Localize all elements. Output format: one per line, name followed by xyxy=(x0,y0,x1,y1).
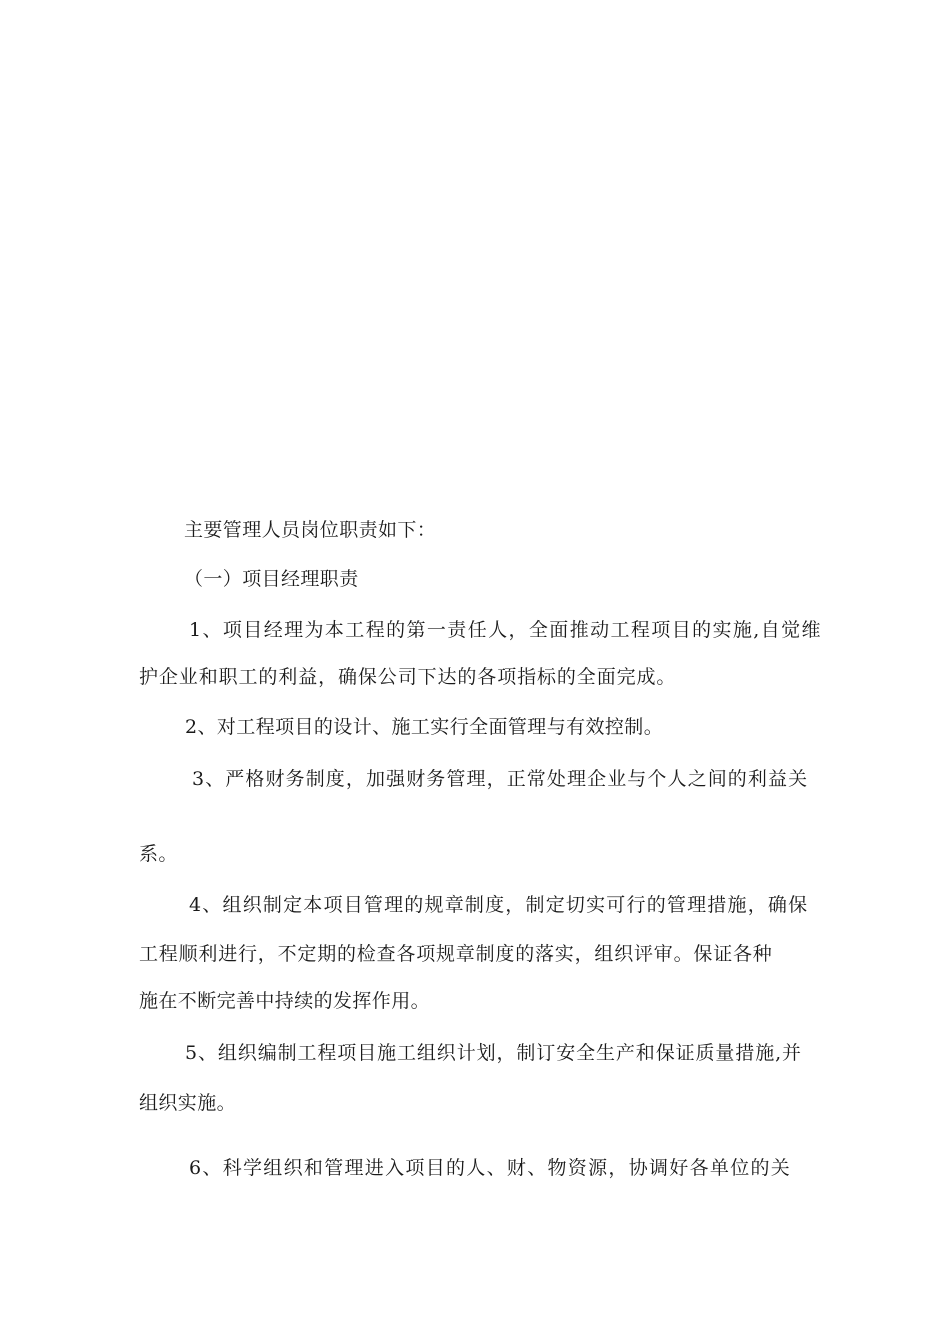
paragraph-line: 2、对工程项目的设计、施工实行全面管理与有效控制。 xyxy=(185,716,664,738)
paragraph-line: 施在不断完善中持续的发挥作用。 xyxy=(139,990,431,1012)
section-heading: （一）项目经理职责 xyxy=(184,568,359,590)
paragraph-line: 4、组织制定本项目管理的规章制度，制定切实可行的管理措施，确保 xyxy=(189,894,809,916)
paragraph-line: 工程顺利进行，不定期的检查各项规章制度的落实，组织评审。保证各种 xyxy=(139,943,773,965)
paragraph-line: 1、项目经理为本工程的第一责任人，全面推动工程项目的实施,自觉维 xyxy=(189,619,822,641)
paragraph-line: 系。 xyxy=(139,843,178,865)
paragraph-line: 护企业和职工的利益，确保公司下达的各项指标的全面完成。 xyxy=(139,666,677,688)
paragraph-line: 3、严格财务制度，加强财务管理，正常处理企业与个人之间的利益关 xyxy=(192,768,809,790)
paragraph-line: 5、组织编制工程项目施工组织计划，制订安全生产和保证质量措施,并 xyxy=(185,1042,802,1064)
paragraph-line: 6、科学组织和管理进入项目的人、财、物资源，协调好各单位的关 xyxy=(189,1157,792,1179)
paragraph-line: 组织实施。 xyxy=(139,1092,237,1114)
intro-text: 主要管理人员岗位职责如下： xyxy=(184,519,437,541)
